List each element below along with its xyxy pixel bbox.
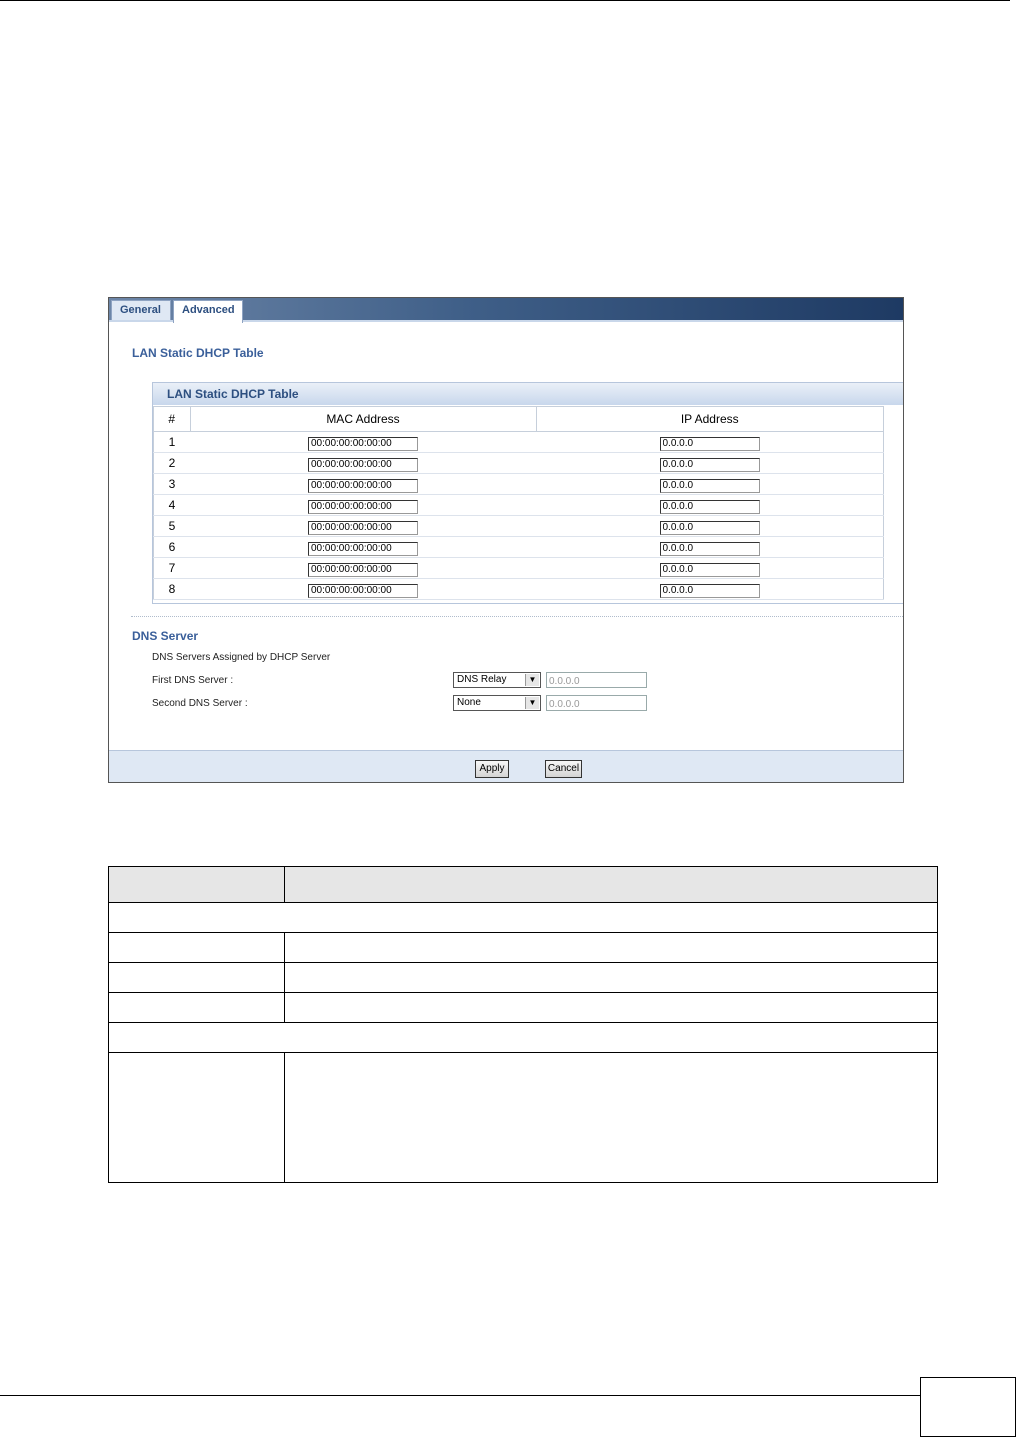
button-bar [109,750,903,783]
section-row-cell [109,903,938,933]
col-ip-address: IP Address [536,407,884,432]
table-row [154,453,884,474]
ip-address-input[interactable] [660,584,760,598]
row-number: 4 [154,495,191,516]
dhcp-table-header: LAN Static DHCP Table [153,383,904,405]
tab-advanced[interactable]: Advanced [173,300,243,323]
mac-address-input[interactable] [308,500,418,514]
second-dns-select-value: None [457,697,481,708]
mac-address-input[interactable] [308,584,418,598]
first-dns-select-value: DNS Relay [457,674,507,685]
table-row [154,579,884,600]
page-number-box [920,1377,1016,1437]
description-table-header [109,867,938,903]
table-row [109,993,938,1023]
second-dns-ip-input[interactable] [546,695,647,711]
table-row [154,432,884,453]
cancel-button[interactable]: Cancel [545,760,582,778]
mac-address-input[interactable] [308,437,418,451]
ip-address-input[interactable] [660,563,760,577]
row-number: 8 [154,579,191,600]
label-cell [109,933,285,963]
ip-address-input[interactable] [660,479,760,493]
row-number: 2 [154,453,191,474]
second-dns-select[interactable] [453,695,541,711]
dns-section-title: DNS Server [132,629,199,643]
mac-address-input[interactable] [308,458,418,472]
label-cell [109,1053,285,1183]
chevron-down-icon: ▼ [525,674,539,686]
top-rule [0,0,1010,1]
mac-address-input[interactable] [308,563,418,577]
mac-address-input[interactable] [308,521,418,535]
description-cell [285,933,938,963]
table-row [154,558,884,579]
row-number: 3 [154,474,191,495]
table-row [109,1023,938,1053]
tab-general[interactable]: General [111,300,171,320]
section-divider [131,616,904,617]
dns-subtitle: DNS Servers Assigned by DHCP Server [152,652,331,663]
row-number: 5 [154,516,191,537]
header-cell-description [285,867,938,903]
table-row [154,537,884,558]
mac-address-input[interactable] [308,542,418,556]
tab-bar [109,298,903,322]
ip-address-input[interactable] [660,437,760,451]
table-row [154,495,884,516]
apply-button[interactable]: Apply [475,760,509,778]
ip-address-input[interactable] [660,458,760,472]
ip-address-input[interactable] [660,500,760,514]
mac-address-input[interactable] [308,479,418,493]
lan-section-title: LAN Static DHCP Table [132,346,264,360]
description-table [108,866,938,1183]
row-number: 7 [154,558,191,579]
second-dns-label: Second DNS Server : [152,698,248,709]
table-row [109,1053,938,1183]
ip-address-input[interactable] [660,521,760,535]
description-cell [285,1053,938,1183]
first-dns-ip-input[interactable] [546,672,647,688]
chevron-down-icon: ▼ [525,697,539,709]
row-number: 6 [154,537,191,558]
table-row [109,903,938,933]
dhcp-table [153,406,884,600]
table-row [109,933,938,963]
header-cell-label [109,867,285,903]
first-dns-select[interactable] [453,672,541,688]
table-row [154,474,884,495]
col-number: # [154,407,191,432]
row-number: 1 [154,432,191,453]
section-row-cell [109,1023,938,1053]
first-dns-label: First DNS Server : [152,675,234,686]
label-cell [109,963,285,993]
screenshot-frame [108,297,904,783]
table-row [109,963,938,993]
description-cell [285,963,938,993]
description-cell [285,993,938,1023]
label-cell [109,993,285,1023]
table-row [154,516,884,537]
ip-address-input[interactable] [660,542,760,556]
col-mac-address: MAC Address [190,407,536,432]
footer-rule [0,1395,920,1396]
